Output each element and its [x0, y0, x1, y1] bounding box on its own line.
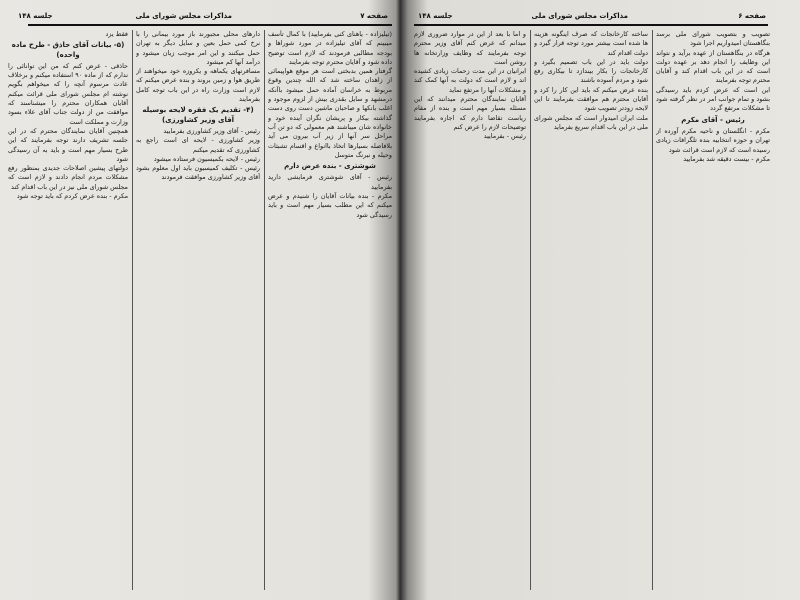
paragraph: فقط یزد — [105, 30, 128, 38]
session-number: جلسه ۱۴۸ — [418, 12, 453, 20]
paragraph: همچنین آقایان نمایندگان محترم که در این جلسه تشریف دارند توجه بفرمایند که این طرح بسیار مهم است و باید به آن رسیدگی شود — [8, 126, 128, 163]
paragraph: رئیس - تکلیف کمیسیون باید اول معلوم بشود آقای وزیر کشاورزی موافقت فرمودند — [136, 164, 260, 182]
paragraph: تصویب و بتصویب شورای ملی برسد بنگاهستان امیدواریم اجرا شود — [656, 30, 770, 48]
column-divider — [652, 30, 653, 590]
paragraph: این است که عرض کردم باید رسیدگی بشود و تمام جوانب امر در نظر گرفته شود تا مشکلات مرتفع گردد — [656, 85, 770, 113]
column-2 — [136, 30, 260, 595]
paragraph: دارهای محلی مجبورند باز مورد بیمانی را با نرخ کمی حمل بعین و سایل دیگر به تهران حمل میکنند و این امر موجب زیان میشود و درآمد آنها کم میشود — [136, 30, 260, 66]
column-divider — [264, 30, 265, 590]
section-heading: رئیس - آقای مکرم — [681, 115, 745, 124]
column-divider — [132, 30, 133, 590]
page-number: صفحه ۶ — [738, 12, 766, 20]
column-1 — [268, 30, 392, 595]
paragraph: دولتهای پیشین اصلاحات جدیدی بمنظور رفع مشکلات مردم انجام دادند و لازم است که مجلس شورای ملی نیز در این باب اقدام کند — [8, 164, 128, 191]
paragraph: مکرم - بیست دقیقه شد بفرمایید — [683, 154, 770, 163]
paragraph: بنده عرض میکنم که باید این کار را کرد و آقایان محترم هم موافقت بفرمایند تا این لایحه زودتر تصویب شود — [534, 85, 648, 113]
paragraph: (تیلیزاده - یاهنای کنی بفرمایید) با کمال تأسف میبینم که آقای تیلیزاده در مورد شوراها و بودجه مطالبی فرمودند که لازم است توضیح داده شود و آقایان محترم توجه بفرمایند — [268, 30, 392, 66]
page-number: صفحه ۷ — [360, 12, 388, 20]
paragraph: مکرم - بنده بیانات آقایان را شنیدم و عرض میکنم که این مطلب بسیار مهم است و باید رسیدگی شود — [268, 192, 392, 219]
session-number: جلسه ۱۴۸ — [18, 12, 53, 20]
paragraph: آقایان نمایندگان محترم میدانند که این مسئله بسیار مهم است و بنده از مقام ریاست تقاضا دارم که اجازه بفرمایند توضیحات لازم را عرض کنم — [414, 95, 526, 131]
column-3 — [8, 30, 128, 595]
page-title: مذاکرات مجلس شورای ملی — [135, 12, 232, 20]
column-3 — [414, 30, 526, 595]
paragraph: رئیس - لایحه بکمیسیون فرستاده میشود — [153, 154, 260, 163]
paragraph: وزیر کشاورزی - لایحه ای است راجع به کشاورزی که تقدیم میکنم — [136, 136, 260, 154]
column-2 — [534, 30, 648, 595]
paragraph: دولت باید در این باب تصمیم بگیرد و کارخانجات را بکار بیندازد تا بیکاری رفع شود و مردم آسوده باشند — [534, 57, 648, 85]
paragraph: هرگاه در بنگاهستان از عهده برآید و نتواند این وظایف را انجام دهد بر عهده دولت است که در این باب اقدام کند و آقایان محترم توجه بفرمایند — [656, 48, 770, 85]
paragraph: گرفتار همین بدبختی است هر موقع هواپیمائی از زاهدان ساخته شد که الله چندین وقوع مربوط به خراسان آماده حمل میشود باآنکه درمشهد و سایل بقدری بیش از لزوم موجود و اغلب بانکها و صاحبان ماشین دست روی دست گذاشته بیکار و پریشان نگران آینده خود و خانواده شان میباشند هم معمولی که دو تن آب مراحل سر آنها از زیر آب بیرون می آید بلافاصله بسیارها اتخاذ باانواع و اقسام تشبثات وحیله و نیرنگ متوسل — [268, 67, 392, 159]
right-page — [400, 0, 800, 600]
paragraph: مکرم - بنده عرض کردم که باید توجه شود — [16, 192, 128, 201]
paragraph: حاذقی - عرض کنم که من این توانائی را ندارم که از ماده ۹۰ استفاده میکنم و برخلاف عادت مرسوم آنچه را که میخواهم بگویم نوشته ام مجلس شورای ملی قرائت میکنم آقایان همکاران محترم را میشناسند که موافقت من از دولت جناب آقای علاء بسود وزارت و مملکت است — [8, 61, 128, 126]
header-rule — [414, 24, 768, 26]
header-rule — [28, 24, 392, 26]
paragraph: ایرانیان در این مدت زحمات زیادی کشیده اند و لازم است که دولت به آنها کمک کند و مشکلات آنها را مرتفع نماید — [414, 67, 526, 94]
section-heading: (۴- تقدیم یک فقره لایحه بوسیله آقای وزیر کشاورزی) — [142, 106, 254, 124]
paragraph: ساخته کارخانجات که صرف اینگونه هزینه ها شده است بیشتر مورد توجه قرار گیرد و دولت اقدام کند — [534, 30, 648, 57]
paragraph: رئیس - آقای شوشتری فرمایشی دارید بفرمایید — [268, 173, 392, 191]
column-1 — [656, 30, 770, 595]
paragraph: مسافرتهای یکماهه و یکروزه خود میخواهند از طریق هوا و زمین بروند و بنده عرض میکنم که لازم است وزارت راه در این باب توجه کامل بفرمایند — [136, 67, 260, 104]
section-heading: (۵- بیانات آقای حاذق - طرح ماده واحده) — [11, 41, 125, 59]
column-divider — [530, 30, 531, 590]
page-title: مذاکرات مجلس شورای ملی — [531, 12, 628, 20]
paragraph: رئیس - بفرمایید — [483, 132, 526, 141]
paragraph: ملت ایران امیدوار است که مجلس شورای ملی در این باب اقدام سریع بفرماید — [534, 113, 648, 131]
section-heading: شوشتری - بنده عرض دارم — [284, 162, 376, 171]
paragraph: و اما با بعد از این در موارد ضروری لازم میدانم که عرض کنم آقای وزیر محترم توجه بفرمایند که وظایف وزارتخانه ها روشن است — [414, 30, 526, 66]
paragraph: مکرم - انگلستان و ناحیه مکرم آورده از تهران و حوزه انتخابیه بنده تلگرافات زیادی رسیده است که لازم است قرائت شود — [656, 126, 770, 154]
paragraph: رئیس - آقای وزیر کشاورزی بفرمایید — [163, 126, 260, 135]
